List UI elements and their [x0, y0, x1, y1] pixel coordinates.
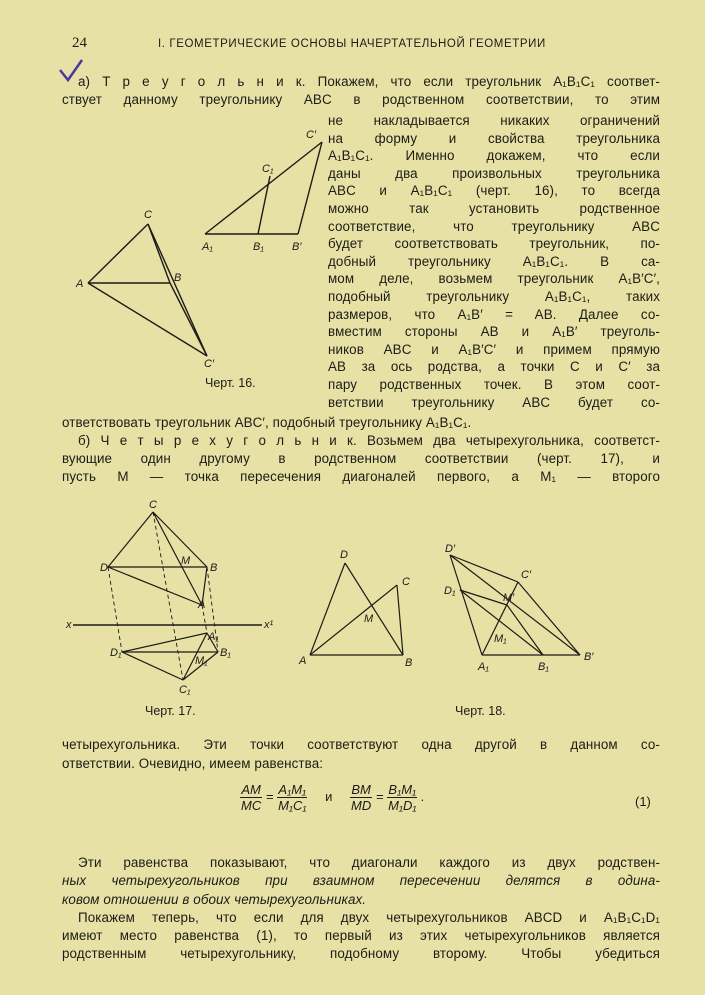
label: B₁: [538, 661, 549, 673]
label: M: [181, 555, 191, 567]
text-line: ствует данному треугольнику ABC в родственном соответствии, то этим: [62, 92, 660, 107]
label: B′: [292, 241, 302, 253]
text-line: AB за ось родства, а точки C и C′ за: [328, 359, 660, 375]
running-title: I. ГЕОМЕТРИЧЕСКИЕ ОСНОВЫ НАЧЕРТАТЕЛЬНОЙ ГЕОМЕТРИИ: [158, 38, 546, 50]
label: C: [402, 576, 410, 588]
label: D₁: [444, 585, 456, 597]
label: C₁: [262, 163, 274, 175]
figure-18: [310, 555, 580, 655]
figure-17-caption: Черт. 17.: [145, 704, 196, 718]
text-line: A₁B₁C₁. Именно докажем, что если: [328, 148, 660, 164]
fraction: $\frac{AM}{MC}$: [241, 782, 262, 813]
label: A₁: [208, 631, 219, 643]
label: C′: [306, 129, 317, 141]
fraction: $\frac{\text{A₁M₁}}{\text{M₁C₁}}$: [278, 782, 307, 813]
text-line: даны два произвольных треугольника: [328, 165, 660, 181]
text-line: родственным четырехугольнику, подобному второму. Чтобы убедиться: [62, 946, 660, 961]
text-line: на форму и свойства треугольника: [328, 130, 660, 146]
text-line: четырехугольника. Эти точки соответствуют одна другой в данном со-: [62, 737, 660, 752]
text-line: мом деле, возьмем треугольник A₁B′C′,: [328, 271, 660, 287]
text-line: а) Т р е у г о л ь н и к. Покажем, что если треугольник A₁B₁C₁ соответ-: [78, 74, 660, 89]
fraction: $\frac{BM}{MD}$: [351, 782, 372, 813]
text-line: вующие один другому в родственном соответствии (черт. 17), и: [62, 451, 660, 466]
text-line: пару родственных точек. В этом соот-: [328, 377, 660, 392]
text-line: ников ABC и A₁B′C′ и примем прямую: [328, 341, 660, 357]
label: C₁: [179, 684, 191, 696]
text-line: соответствие, что треугольнику ABC: [328, 218, 660, 234]
equation-1: $\frac{AM}{MC}$ = $\frac{\text{A₁M₁}}{\text{M₁C₁}}$ и $\frac{BM}{MD}$ = $\frac{\text{B₁M₁}}{\text{M₁D₁}}$ .: [241, 782, 425, 813]
label: M₁: [494, 633, 507, 645]
text-line: ковом отношении в обоих четырехугольниках.: [62, 892, 367, 907]
text-line: Эти равенства показывают, что диагонали каждого из двух родствен-: [78, 855, 660, 870]
label: C: [149, 499, 157, 511]
figure-18-caption: Черт. 18.: [455, 704, 506, 718]
text-line: добный треугольнику A₁B₁C₁. В са-: [328, 253, 660, 269]
label: A₁: [478, 661, 489, 673]
label: M₁: [195, 655, 208, 667]
text-line: имеют место равенства (1), то первый из этих четырехугольников является: [62, 928, 660, 943]
equation-number: (1): [635, 794, 651, 809]
text-line: Покажем теперь, что если для двух четырехугольников ABCD и A₁B₁C₁D₁: [78, 910, 660, 925]
label: B₁: [253, 241, 264, 253]
label: D₁: [110, 647, 122, 659]
label: C: [144, 209, 152, 221]
label: A₁: [202, 241, 213, 253]
label: x¹: [264, 619, 274, 631]
label: A: [76, 278, 84, 290]
text-line: размеров, что A₁B′ = AB. Далее со-: [328, 306, 660, 322]
text-line: не накладывается никаких ограничений: [328, 113, 660, 128]
label: B: [210, 562, 218, 574]
text-line: б) Ч е т ы р е х у г о л ь н и к. Возьмем два четырехугольника, соответст-: [78, 433, 660, 448]
label: D: [100, 562, 108, 574]
label: M′: [503, 592, 515, 604]
label: x: [66, 619, 72, 631]
text-line: можно так установить родственное: [328, 201, 660, 216]
text-line: будет соответствовать треугольник, по-: [328, 236, 660, 252]
label: C′: [521, 569, 532, 581]
label: D: [340, 549, 348, 561]
text-line: подобный треугольнику A₁B₁C₁, таких: [328, 289, 660, 304]
label: C′: [204, 358, 215, 370]
text-line: ветствии треугольнику ABC будет со-: [328, 394, 660, 410]
text-line: ответствовать треугольник ABC′, подобный треугольнику A₁B₁C₁.: [62, 415, 472, 430]
page-number: 24: [72, 35, 87, 51]
text-line: ных четырехугольников при взаимном пересечении делятся в одина-: [62, 873, 660, 888]
label: B₁: [220, 647, 231, 659]
text-line: ответствии. Очевидно, имеем равенства:: [62, 756, 324, 771]
fraction: $\frac{\text{B₁M₁}}{\text{M₁D₁}}$: [388, 782, 417, 813]
label: B: [174, 272, 182, 284]
label: A: [198, 599, 206, 611]
figure-16-caption: Черт. 16.: [205, 376, 256, 390]
label: D′: [445, 543, 456, 555]
label: B: [405, 657, 413, 669]
label: M: [364, 613, 374, 625]
figure-17: [73, 512, 262, 680]
label: A: [299, 655, 307, 667]
text-line: пусть M — точка пересечения диагоналей первого, а M₁ — второго: [62, 469, 660, 484]
label: B′: [584, 651, 594, 663]
text-line: вместим стороны AB и A₁B′ треуголь-: [328, 324, 660, 340]
text-line: ABC и A₁B₁C₁ (черт. 16), то всегда: [328, 183, 660, 199]
